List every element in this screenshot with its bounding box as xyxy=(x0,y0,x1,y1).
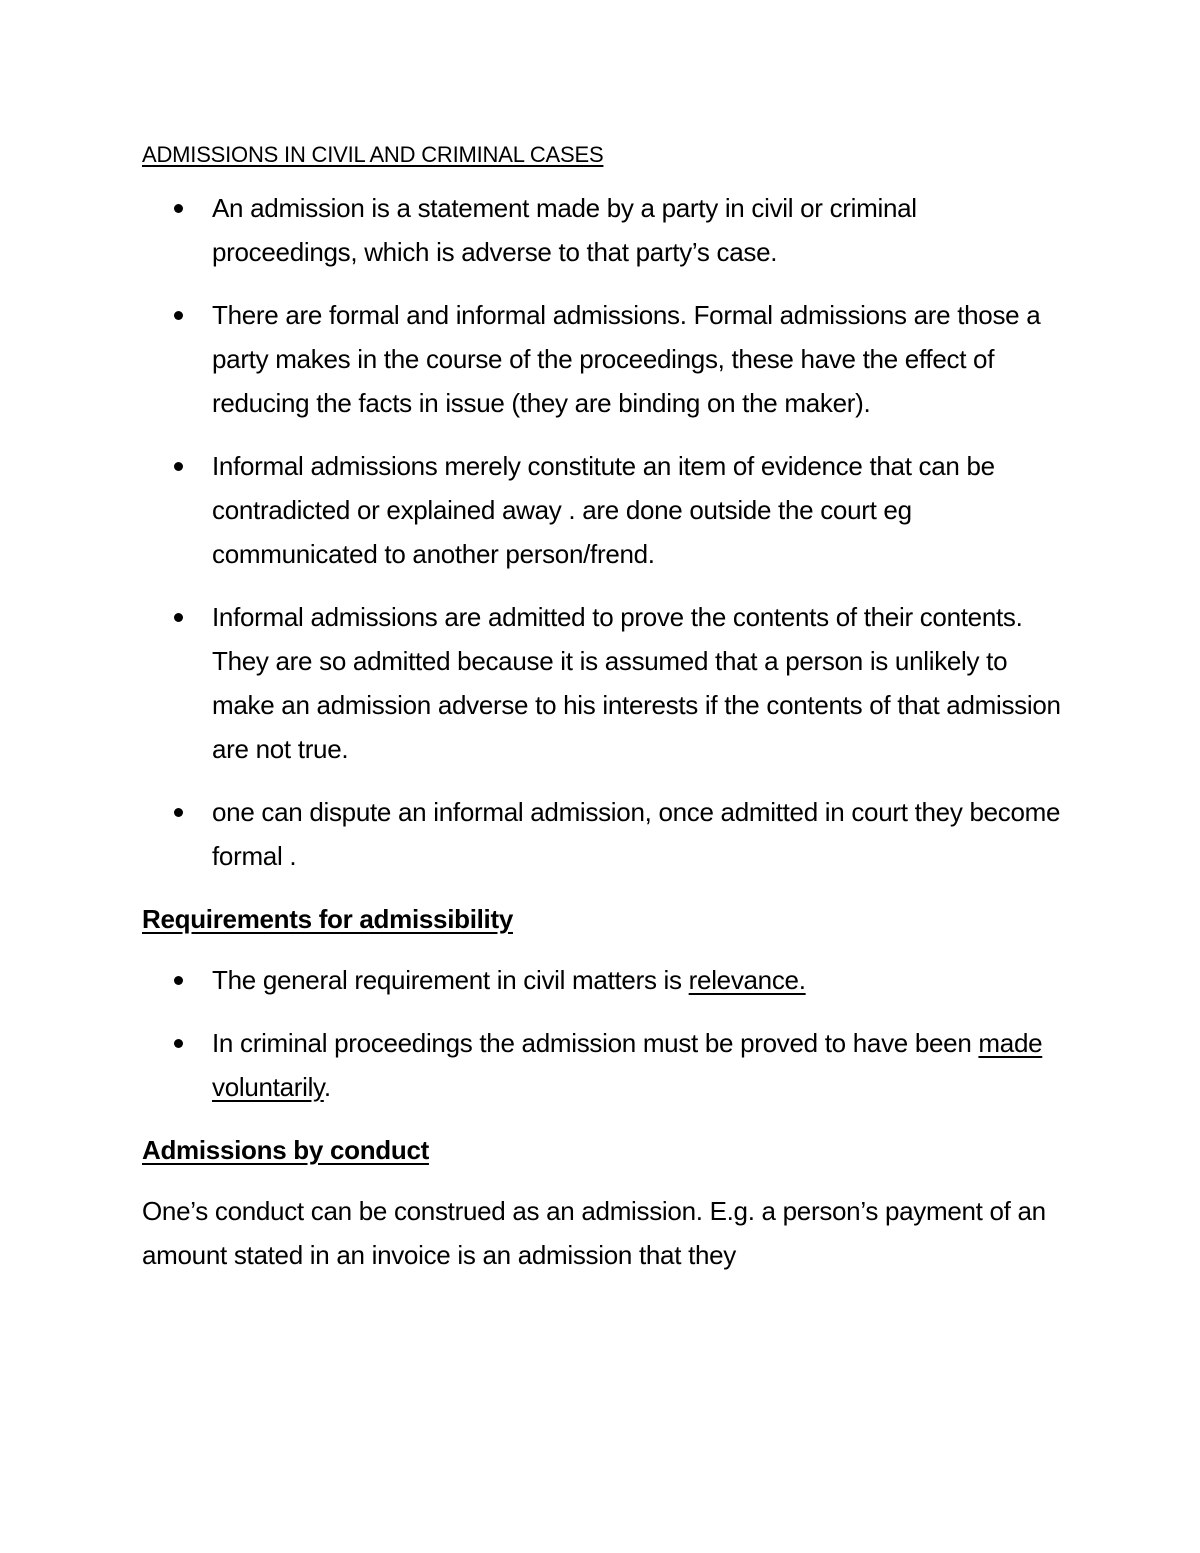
bullet-dot-icon xyxy=(174,976,183,985)
bullet-text: The general requirement in civil matters is xyxy=(212,965,689,995)
bullet-text: Informal admissions are admitted to prove the contents of their contents. They are so admitted because it is assumed that a person is unlikely to make an admission adverse to his interests if the contents of that admission are not true. xyxy=(212,602,1061,764)
document-title: ADMISSIONS IN CIVIL AND CRIMINAL CASES xyxy=(142,142,604,167)
bullet-text: An admission is a statement made by a party in civil or criminal proceedings, which is adverse to that party’s case. xyxy=(212,193,917,267)
admissions-bullet-list xyxy=(142,186,1062,878)
bullet-tail: . xyxy=(323,1072,331,1102)
bullet-item xyxy=(142,1021,1062,1109)
bullet-item xyxy=(142,958,1062,1002)
requirements-heading: Requirements for admissibility xyxy=(142,904,513,934)
conduct-paragraph: One’s conduct can be construed as an admission. E.g. a person’s payment of an amount stated in an invoice is an admission that they xyxy=(142,1196,1046,1270)
document-body xyxy=(142,140,1062,1277)
underlined-term: relevance. xyxy=(688,965,806,995)
bullet-dot-icon xyxy=(174,311,183,320)
requirements-bullet-list xyxy=(142,958,1062,1109)
bullet-dot-icon xyxy=(174,204,183,213)
bullet-item xyxy=(142,595,1062,771)
underlined-term: made voluntarily xyxy=(212,1028,1043,1102)
bullet-item xyxy=(142,790,1062,878)
bullet-dot-icon xyxy=(174,462,183,471)
bullet-text: one can dispute an informal admission, once admitted in court they become formal . xyxy=(212,797,1061,871)
bullet-item xyxy=(142,186,1062,274)
bullet-text: Informal admissions merely constitute an item of evidence that can be contradicted or explained away . are done outside the court eg communicated to another person/frend. xyxy=(212,451,995,569)
bullet-dot-icon xyxy=(174,808,183,817)
bullet-text: In criminal proceedings the admission must be proved to have been xyxy=(212,1028,979,1058)
conduct-heading: Admissions by conduct xyxy=(142,1135,429,1165)
bullet-dot-icon xyxy=(174,613,183,622)
bullet-text: There are formal and informal admissions. Formal admissions are those a party makes in the course of the proceedings, these have the effect of reducing the facts in issue (they are binding on the maker). xyxy=(212,300,1041,418)
bullet-item xyxy=(142,293,1062,425)
bullet-item xyxy=(142,444,1062,576)
bullet-dot-icon xyxy=(174,1039,183,1048)
